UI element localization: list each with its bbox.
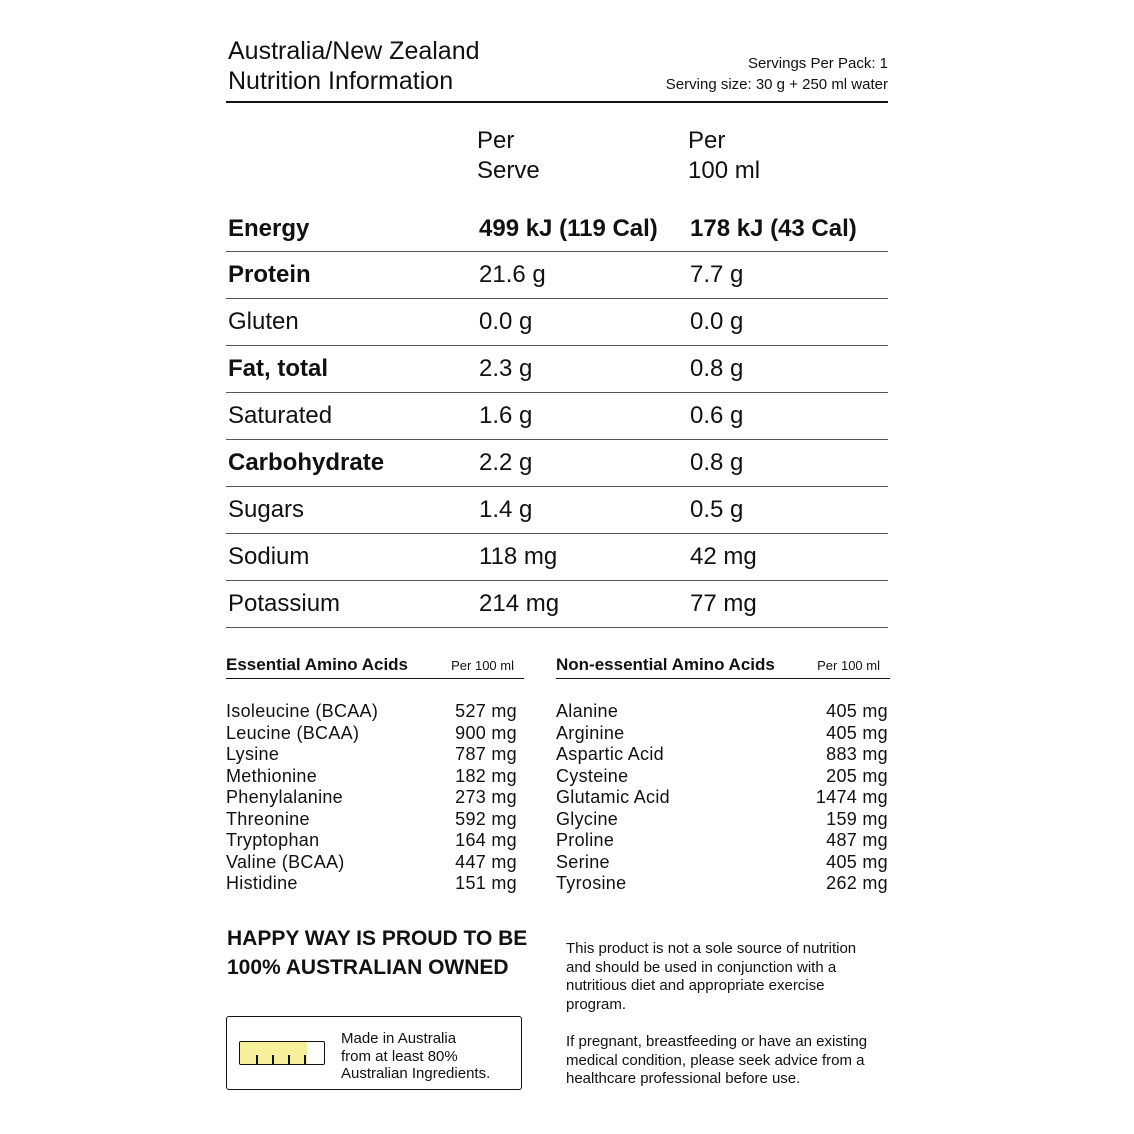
list-item (226, 701, 524, 723)
nutrient-per-100ml: 0.6 g (688, 393, 888, 440)
serving-info (666, 53, 888, 95)
ingredient-percentage-fill (240, 1042, 307, 1064)
disclaimer-line: medical condition, please seek advice from a (566, 1051, 865, 1069)
ingredient-percentage-bar (239, 1041, 325, 1065)
table-row (226, 440, 888, 487)
table-row (226, 252, 888, 299)
amino-name: Glycine (556, 808, 619, 829)
nonessential-amino-unit: Per 100 ml (817, 658, 880, 673)
amino-value: 164 mg (455, 830, 517, 850)
list-item (556, 873, 890, 895)
australian-owned-line-2: 100% AUSTRALIAN OWNED (227, 956, 509, 979)
nutrient-per-serve: 499 kJ (119 Cal) (477, 206, 688, 252)
nutrient-per-100ml: 7.7 g (688, 252, 888, 299)
nutrient-name: Fat, total (226, 346, 477, 393)
bar-tick (288, 1055, 290, 1064)
amino-value: 487 mg (826, 830, 888, 850)
bar-tick (272, 1055, 274, 1064)
amino-value: 273 mg (455, 787, 517, 807)
amino-name: Methionine (226, 765, 318, 786)
nutrient-per-serve: 2.2 g (477, 440, 688, 487)
nutrient-name: Sodium (226, 534, 477, 581)
table-row (226, 534, 888, 581)
amino-value: 787 mg (455, 744, 517, 764)
nutrient-name: Gluten (226, 299, 477, 346)
nutrient-per-100ml: 0.8 g (688, 440, 888, 487)
amino-value: 1474 mg (815, 787, 888, 807)
list-item (556, 701, 890, 723)
list-item (226, 723, 524, 745)
amino-name: Cysteine (556, 765, 629, 786)
panel-title (228, 36, 480, 96)
amino-value: 527 mg (455, 701, 517, 721)
list-item (556, 744, 890, 766)
nutrient-per-serve: 2.3 g (477, 346, 688, 393)
amino-name: Alanine (556, 701, 619, 721)
nonessential-amino-list (556, 701, 890, 895)
nutrient-per-100ml: 0.8 g (688, 346, 888, 393)
disclaimer-line: If pregnant, breastfeeding or have an existing (566, 1033, 868, 1050)
badge-line-1: Made in Australia (341, 1030, 457, 1047)
bar-tick (304, 1055, 306, 1064)
amino-value: 405 mg (826, 851, 888, 872)
list-item (226, 744, 524, 766)
nutrient-per-100ml: 178 kJ (43 Cal) (688, 206, 888, 252)
nutrient-per-serve: 118 mg (477, 534, 688, 581)
nutrient-per-100ml: 0.5 g (688, 487, 888, 534)
nutrient-per-serve: 1.6 g (477, 393, 688, 440)
list-item (226, 873, 524, 895)
amino-value: 182 mg (455, 765, 517, 786)
nonessential-amino-heading: Non-essential Amino Acids (556, 655, 775, 674)
badge-line-2: from at least 80% (341, 1047, 458, 1065)
column-header-per-100ml-line-1: Per (688, 127, 726, 154)
medical-advice-disclaimer (566, 1033, 896, 1089)
column-header-per-serve (477, 126, 540, 186)
nutrient-name: Protein (226, 252, 477, 299)
amino-name: Tryptophan (226, 830, 320, 850)
list-item (226, 766, 524, 788)
servings-per-pack: Servings Per Pack: 1 (747, 55, 888, 72)
sole-source-disclaimer (566, 940, 896, 1015)
nutrient-name: Carbohydrate (226, 440, 477, 487)
table-row (226, 393, 888, 440)
list-item (556, 787, 890, 809)
amino-name: Arginine (556, 722, 625, 743)
amino-name: Phenylalanine (226, 787, 343, 807)
nonessential-amino-section (556, 655, 890, 895)
table-row (226, 487, 888, 534)
list-item (556, 852, 890, 874)
essential-amino-list (226, 701, 524, 895)
amino-name: Isoleucine (BCAA) (226, 701, 379, 721)
amino-value: 405 mg (826, 722, 888, 743)
australian-owned-statement (227, 924, 527, 982)
nutrient-per-serve: 21.6 g (477, 252, 688, 299)
essential-amino-heading: Essential Amino Acids (226, 655, 409, 674)
header-divider (226, 101, 888, 103)
essential-amino-section (226, 655, 524, 895)
nutrient-per-serve: 214 mg (477, 581, 688, 628)
list-item (226, 852, 524, 874)
title-line-2: Nutrition Information (228, 67, 454, 95)
disclaimer-line: nutritious diet and appropriate exercise (566, 977, 825, 995)
table-row (226, 206, 888, 252)
table-row (226, 346, 888, 393)
disclaimer-line: and should be used in conjunction with a (566, 958, 837, 976)
badge-line-3: Australian Ingredients. (341, 1065, 491, 1082)
serving-size: Serving size: 30 g + 250 ml water (665, 76, 888, 93)
amino-name: Aspartic Acid (556, 744, 664, 764)
nutrient-name: Sugars (226, 487, 477, 534)
nutrient-per-serve: 0.0 g (477, 299, 688, 346)
nutrient-per-100ml: 77 mg (688, 581, 888, 628)
amino-value: 883 mg (826, 744, 888, 764)
amino-value: 159 mg (826, 808, 888, 829)
amino-value: 205 mg (826, 765, 888, 786)
list-item (556, 723, 890, 745)
title-line-1: Australia/New Zealand (228, 37, 480, 65)
amino-name: Tyrosine (556, 873, 627, 893)
amino-name: Histidine (226, 873, 298, 893)
list-item (556, 809, 890, 831)
amino-name: Leucine (BCAA) (226, 722, 360, 743)
amino-value: 151 mg (455, 873, 517, 893)
amino-name: Lysine (226, 744, 280, 764)
nonessential-amino-header (556, 655, 890, 679)
australian-owned-line-1: HAPPY WAY IS PROUD TO BE (227, 927, 528, 950)
list-item (226, 787, 524, 809)
disclaimer-line: healthcare professional before use. (566, 1070, 801, 1088)
list-item (556, 766, 890, 788)
amino-name: Proline (556, 830, 615, 850)
disclaimer-line: program. (566, 996, 627, 1014)
amino-name: Glutamic Acid (556, 787, 670, 807)
amino-value: 262 mg (826, 873, 888, 893)
nutrient-name: Potassium (226, 581, 477, 628)
list-item (556, 830, 890, 852)
nutrient-per-100ml: 0.0 g (688, 299, 888, 346)
nutrient-per-100ml: 42 mg (688, 534, 888, 581)
amino-value: 405 mg (826, 701, 888, 721)
column-header-per-100ml (688, 126, 760, 186)
nutrient-name: Energy (226, 206, 477, 252)
table-row (226, 581, 888, 628)
table-row (226, 299, 888, 346)
nutrition-table (226, 206, 888, 628)
amino-value: 592 mg (455, 808, 517, 829)
amino-name: Valine (BCAA) (226, 851, 345, 872)
amino-value: 900 mg (455, 722, 517, 743)
made-in-australia-badge (226, 1016, 522, 1090)
column-header-per-100ml-line-2: 100 ml (688, 157, 761, 184)
badge-text (341, 1030, 490, 1083)
column-header-per-serve-line-2: Serve (477, 157, 540, 184)
nutrient-per-serve: 1.4 g (477, 487, 688, 534)
disclaimer-line: This product is not a sole source of nutrition (566, 940, 857, 957)
amino-value: 447 mg (455, 851, 517, 872)
bar-tick (256, 1055, 258, 1064)
essential-amino-unit: Per 100 ml (451, 658, 514, 673)
list-item (226, 830, 524, 852)
amino-name: Threonine (226, 808, 310, 829)
column-header-per-serve-line-1: Per (477, 127, 515, 154)
nutrient-name: Saturated (226, 393, 477, 440)
essential-amino-header (226, 655, 524, 679)
amino-name: Serine (556, 851, 610, 872)
list-item (226, 809, 524, 831)
